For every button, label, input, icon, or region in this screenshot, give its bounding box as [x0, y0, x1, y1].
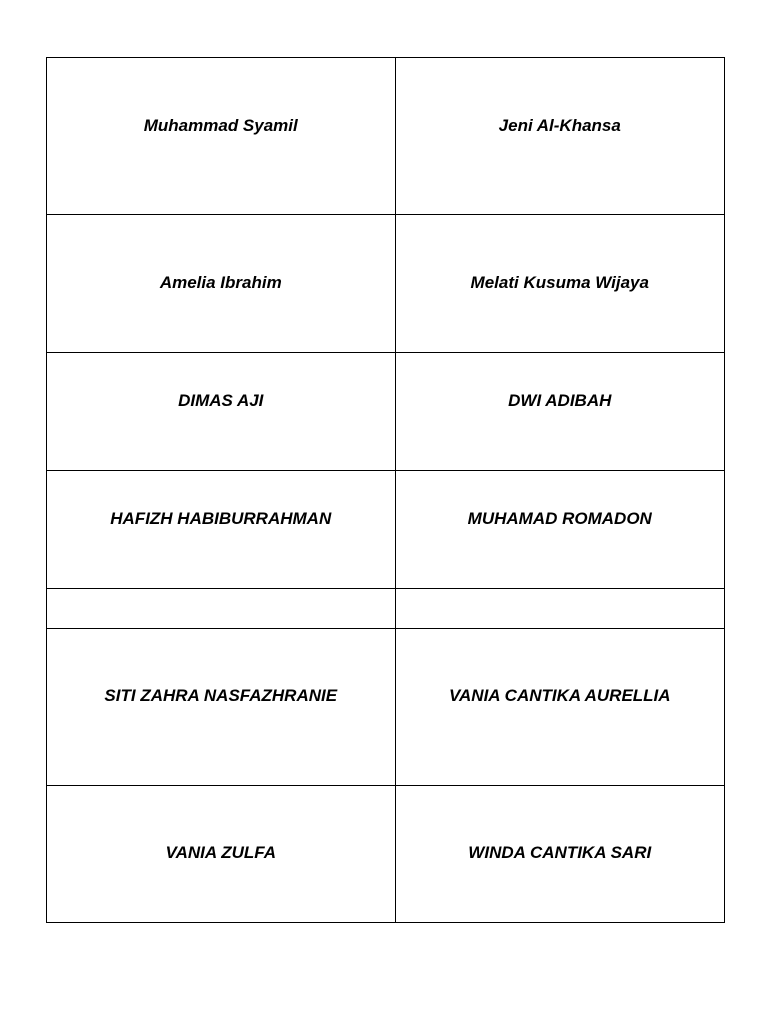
table-cell — [395, 629, 725, 786]
table-cell — [47, 215, 396, 353]
table-cell — [395, 786, 725, 923]
table-cell — [47, 786, 396, 923]
table-cell — [47, 58, 396, 215]
table-cell — [47, 629, 396, 786]
name-text: VANIA ZULFA — [165, 843, 276, 862]
name-text: DIMAS AJI — [178, 391, 264, 410]
name-text: DWI ADIBAH — [508, 391, 612, 410]
table-cell — [395, 353, 725, 471]
table-row — [47, 629, 725, 786]
name-text: Amelia Ibrahim — [159, 273, 282, 292]
table-cell — [395, 58, 725, 215]
table-row — [47, 471, 725, 589]
table-row — [47, 353, 725, 471]
name-text: MUHAMAD ROMADON — [467, 509, 652, 528]
name-text: Jeni Al-Khansa — [498, 116, 621, 135]
name-text: SITI ZAHRA NASFAZHRANIE — [104, 686, 338, 705]
table-cell — [47, 353, 396, 471]
name-text: HAFIZH HABIBURRAHMAN — [110, 509, 332, 528]
table-row — [47, 786, 725, 923]
table-row — [47, 215, 725, 353]
table-cell — [47, 471, 396, 589]
table-row-empty — [47, 589, 725, 629]
table-cell — [395, 589, 725, 629]
table-cell — [47, 589, 396, 629]
name-text: VANIA CANTIKA AURELLIA — [448, 686, 671, 705]
name-card-table — [46, 57, 725, 923]
table-row — [47, 58, 725, 215]
name-text: WINDA CANTIKA SARI — [468, 843, 652, 862]
name-text: Melati Kusuma Wijaya — [470, 273, 649, 292]
table-cell — [395, 215, 725, 353]
name-text: Muhammad Syamil — [143, 116, 298, 135]
table-cell — [395, 471, 725, 589]
